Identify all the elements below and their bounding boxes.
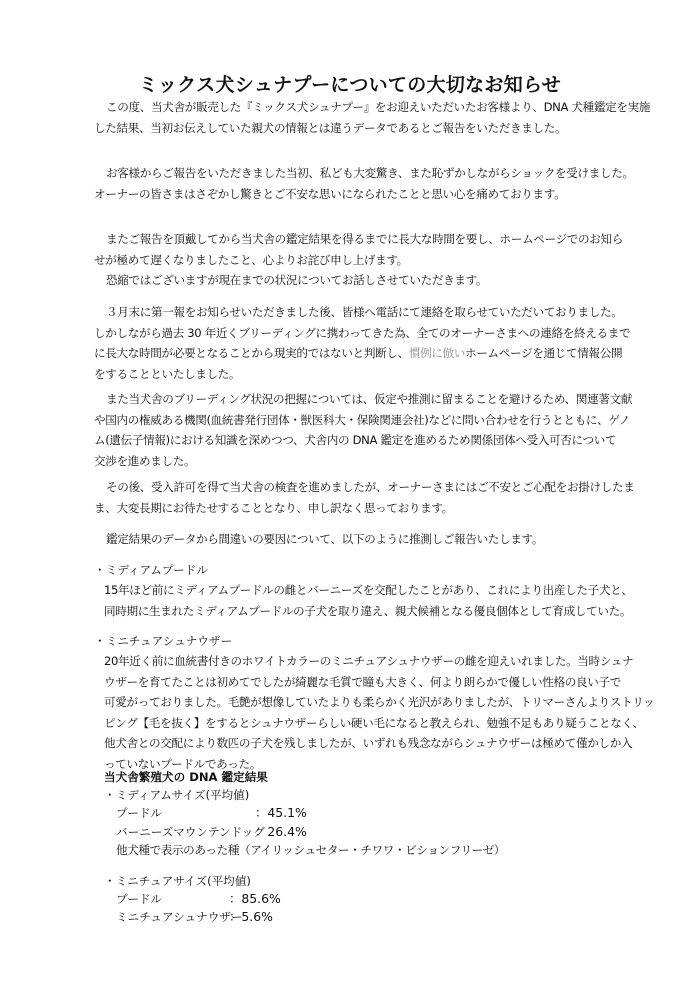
paragraph-2 [94, 163, 634, 204]
result-name: バーニーズマウンテンドッグ [116, 825, 265, 839]
section-line: 15年ほど前にミディアムプードルの雌とバーニーズを交配したことがあり、これにより出産した子犬と、 [104, 583, 633, 597]
paragraph-line: その後、受入許可を得て当犬舎の検査を進めましたが、オーナーさまにはご不安とご心配をお掛けしたま [106, 480, 635, 494]
paragraph-5 [94, 302, 631, 384]
section-line: 同時期に生まれたミディアムプードルの子犬を取り違え、親犬候補となる優良個体として育成していた。 [104, 603, 632, 618]
result-name: ミニチュアシュナウザー [116, 910, 243, 924]
paragraph-line: 恐縮ではございますが現在までの状況についてお話しさせていただきます。 [106, 273, 488, 287]
result-name: プードル [116, 892, 163, 906]
results-group-medium-label: ・ミディアムサイズ(平均値) [104, 788, 250, 802]
section-heading-medium-poodle: ・ミディアムプードル [94, 563, 208, 577]
result-value: ：5.6% [229, 909, 273, 924]
section-body-medium-poodle [104, 580, 633, 621]
paragraph-line: をすることといたしました。 [94, 366, 241, 381]
paragraph-1 [94, 97, 651, 138]
paragraph-line: せが極めて遅くなりましたこと、心よりお詫び申し上げます。 [94, 252, 408, 267]
section-line: ウザーを育てたことは初めてでしたが綺麗な毛質で瞳も大きく、何より朗らかで優しい性格の良い子で [104, 674, 621, 689]
paragraph-line: ３月末に第一報をお知らせいただきました後、皆様へ電話にて連絡を取らせていただいておりました。 [106, 305, 623, 319]
paragraph-line: また当犬舎のブリーディング状況の把握については、仮定や推測に留まることを避けるため、関連著文献 [106, 392, 633, 406]
paragraph-line: 交渉を進めました。 [94, 453, 196, 468]
results-note: 他犬種で表示のあった種（アイリッシュセター・チワワ・ビションフリーゼ） [116, 843, 506, 857]
paragraph-line [94, 343, 623, 364]
result-value: ：45.1% [255, 805, 307, 820]
paragraph-line: オーナーの皆さまはさぞかし驚きとご不安な思いになられたことと思い心を痛めております。 [94, 186, 566, 201]
section-line: ピング【毛を抜く】をするとシュナウザーらしい硬い毛になると教えられ、勉強不足もあり疑うことなく、 [104, 715, 644, 730]
section-line: っていないプードルであった。 [104, 756, 261, 771]
section-body-miniature-schnauzer [104, 651, 654, 775]
section-line: 可愛がっておりました。毛艶が想像していたよりも柔らかく光沢がありましたが、トリマーさんよりストリッ [104, 695, 655, 710]
section-line: 20年近く前に血統書付きのホワイトカラーのミニチュアシュナウザーの雌を迎えいれました。当時シュナ [104, 654, 634, 668]
paragraph-3 [94, 229, 623, 270]
document-title: ミックス犬シュナプーについての大切なお知らせ [138, 74, 562, 96]
results-group-mini-label: ・ミニチュアサイズ(平均値) [104, 874, 251, 888]
section-line: 他犬舎との交配により数匹の子犬を残しましたが、いずれも残念ながらシュナウザーは極めて僅かしか入 [104, 736, 633, 751]
paragraph-line: 鑑定結果のデータから間違いの要因について、以下のように推測しご報告いたします。 [106, 532, 544, 546]
highlight-phrase: 慣例に倣い [408, 346, 466, 361]
paragraph-line: またご報告を頂戴してから当犬舎の鑑定結果を得るまでに長大な時間を要し、ホームページでのお知ら [106, 232, 623, 246]
result-value: ：85.6% [229, 891, 281, 906]
paragraph-8 [94, 529, 614, 550]
paragraph-line-end: ホームページを通じて情報公開 [465, 346, 623, 361]
paragraph-line: ム(遺伝子情報)における知識を深めつつ、犬舎内の DNA 鑑定を進めるため関係団体へ受入可否について [94, 433, 617, 448]
section-heading-miniature-schnauzer: ・ミニチュアシュナウザー [94, 634, 233, 648]
paragraph-line: ま、大変長期にお待たせすることとなり、申し訳なく思っております。 [94, 500, 453, 515]
paragraph-6 [94, 389, 633, 471]
paragraph-7 [94, 477, 635, 518]
paragraph-line: お客様からご報告をいただきました当初、私ども大変驚き、また恥ずかしながらショックを受けました。 [106, 166, 634, 180]
result-value: ：26.4% [255, 824, 307, 839]
result-name: プードル [116, 806, 163, 820]
paragraph-4 [94, 270, 614, 291]
results-heading: 当犬舎繁殖犬の DNA 鑑定結果 [104, 770, 268, 784]
paragraph-line: した結果、当初お伝えしていた親犬の情報とは違うデータであるとご報告をいただきました。 [94, 120, 567, 135]
paragraph-line: この度、当犬舎が販売した『ミックス犬シュナプー』をお迎えいただいたお客様より、DNA 犬種鑑定を実施 [106, 100, 651, 114]
paragraph-line: しかしながら過去 30 年近くブリーディングに携わってきた為、全てのオーナーさまへの連絡を終えるまで [94, 325, 631, 340]
paragraph-line: や国内の権威ある機関(血統書発行団体・獣医科大・保険関連会社)などに問い合わせを行うとともに、ゲノ [94, 412, 630, 427]
paragraph-line-start: に長大な時間が必要となることから現実的ではないと判断し、 [94, 346, 409, 361]
